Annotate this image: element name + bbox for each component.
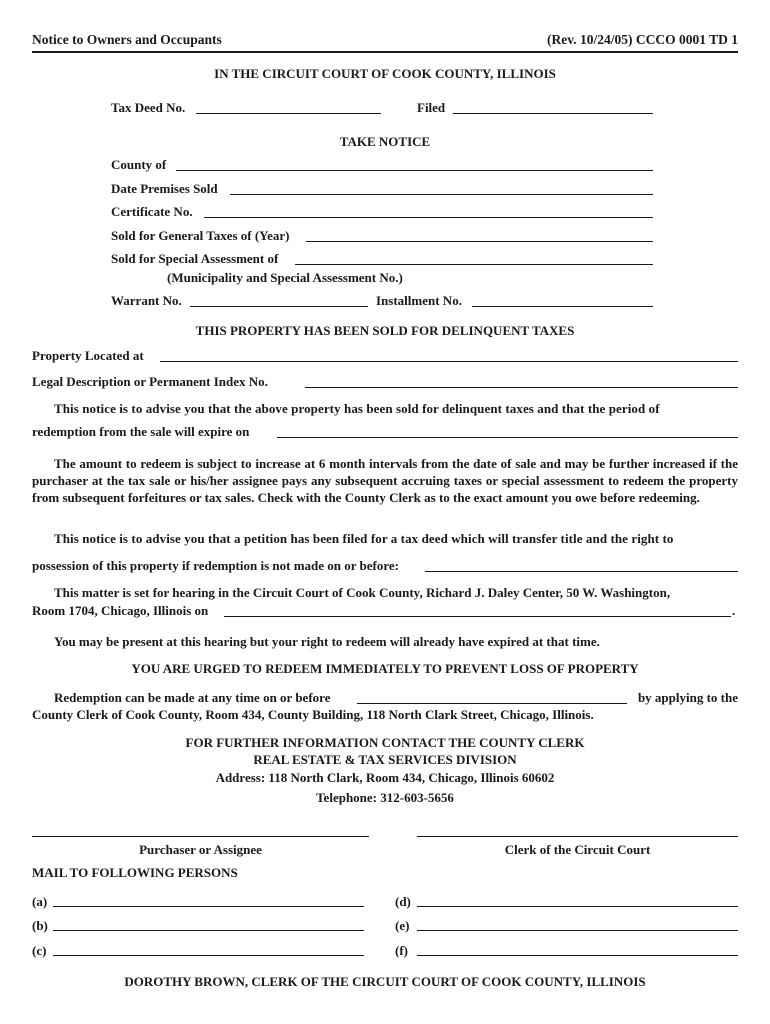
para2: The amount to redeem is subject to increase at 6 month intervals from the date of sale and may be further increased if the purchaser at the tax sale or his/her assignee pays any subsequent accruing taxes or special assessment to redeem the property from subsequent forfeitures or tax sales. Check with the County Clerk as to the exact amount you owe before redeeming. <box>32 456 738 505</box>
mail-field-c[interactable] <box>53 955 364 956</box>
county-field[interactable] <box>176 170 653 171</box>
legal-description-field[interactable] <box>305 387 738 388</box>
warrant-label: Warrant No. <box>111 293 182 308</box>
para4-line2: Room 1704, Chicago, Illinois on <box>32 603 209 618</box>
redemption-line1-end: by applying to the <box>637 690 738 705</box>
court-title: IN THE CIRCUIT COURT OF COOK COUNTY, ILLINOIS <box>214 66 556 81</box>
mail-field-e[interactable] <box>417 930 738 931</box>
certificate-field[interactable] <box>204 217 653 218</box>
special-assessment-field[interactable] <box>295 264 653 265</box>
filed-field[interactable] <box>453 113 653 114</box>
redemption-line1-start: Redemption can be made at any time on or before <box>54 690 331 705</box>
purchaser-signature-line[interactable] <box>32 836 369 837</box>
clerk-signature-line[interactable] <box>417 836 738 837</box>
certificate-label: Certificate No. <box>111 204 193 219</box>
para1-line2: redemption from the sale will expire on <box>32 424 250 439</box>
redemption-date-field[interactable] <box>357 703 627 704</box>
contact-line2: REAL ESTATE & TAX SERVICES DIVISION <box>253 752 517 767</box>
mail-label-e: (e) <box>395 918 410 933</box>
special-assessment-note: (Municipality and Special Assessment No.) <box>167 270 403 285</box>
redemption-expiry-field[interactable] <box>277 437 738 438</box>
mail-field-a[interactable] <box>53 906 364 907</box>
general-taxes-label: Sold for General Taxes of (Year) <box>111 228 290 243</box>
county-label: County of <box>111 157 167 172</box>
para5: You may be present at this hearing but your right to redeem will already have expired at that time. <box>54 634 600 649</box>
para1-line1: This notice is to advise you that the above property has been sold for delinquent taxes and that the period of <box>54 401 660 416</box>
period: . <box>732 603 736 618</box>
mail-label-d: (d) <box>395 894 411 909</box>
form-title: Notice to Owners and Occupants <box>32 32 222 47</box>
hearing-date-field[interactable] <box>224 616 731 617</box>
footer-clerk-name: DOROTHY BROWN, CLERK OF THE CIRCUIT COURT OF COOK COUNTY, ILLINOIS <box>124 974 646 989</box>
mail-heading: MAIL TO FOLLOWING PERSONS <box>32 865 238 880</box>
form-revision: (Rev. 10/24/05) CCCO 0001 TD 1 <box>547 32 738 47</box>
mail-field-b[interactable] <box>53 930 364 931</box>
petition-date-field[interactable] <box>425 571 738 572</box>
tax-deed-field[interactable] <box>196 113 381 114</box>
legal-description-label: Legal Description or Permanent Index No. <box>32 374 268 389</box>
date-sold-label: Date Premises Sold <box>111 181 218 196</box>
contact-address: Address: 118 North Clark, Room 434, Chicago, Illinois 60602 <box>215 770 555 785</box>
para3-line1: This notice is to advise you that a petition has been filed for a tax deed which will transfer title and the right to <box>54 531 674 546</box>
installment-label: Installment No. <box>376 293 462 308</box>
property-located-field[interactable] <box>160 361 738 362</box>
header-rule <box>32 51 738 53</box>
installment-field[interactable] <box>472 306 653 307</box>
redemption-line2: County Clerk of Cook County, Room 434, County Building, 118 North Clark Street, Chicago, Illinois. <box>32 707 594 722</box>
urged-heading: YOU ARE URGED TO REDEEM IMMEDIATELY TO PREVENT LOSS OF PROPERTY <box>131 661 639 676</box>
contact-line1: FOR FURTHER INFORMATION CONTACT THE COUNTY CLERK <box>185 735 585 750</box>
property-located-label: Property Located at <box>32 348 144 363</box>
special-assessment-label: Sold for Special Assessment of <box>111 251 279 266</box>
date-sold-field[interactable] <box>230 194 653 195</box>
mail-field-d[interactable] <box>417 906 738 907</box>
warrant-field[interactable] <box>190 306 368 307</box>
para4-line1: This matter is set for hearing in the Circuit Court of Cook County, Richard J. Daley Center, 50 W. Washington, <box>54 585 671 600</box>
mail-label-f: (f) <box>395 943 408 958</box>
mail-label-a: (a) <box>32 894 48 909</box>
contact-telephone: Telephone: 312-603-5656 <box>316 790 454 805</box>
general-taxes-field[interactable] <box>306 241 653 242</box>
mail-label-c: (c) <box>32 943 47 958</box>
purchaser-label: Purchaser or Assignee <box>139 842 262 857</box>
sold-heading: THIS PROPERTY HAS BEEN SOLD FOR DELINQUENT TAXES <box>195 323 575 338</box>
tax-deed-label: Tax Deed No. <box>111 100 186 115</box>
mail-label-b: (b) <box>32 918 48 933</box>
take-notice-heading: TAKE NOTICE <box>339 134 431 149</box>
clerk-label: Clerk of the Circuit Court <box>504 842 651 857</box>
para3-line2: possession of this property if redemption is not made on or before: <box>32 558 400 573</box>
mail-field-f[interactable] <box>417 955 738 956</box>
filed-label: Filed <box>417 100 446 115</box>
